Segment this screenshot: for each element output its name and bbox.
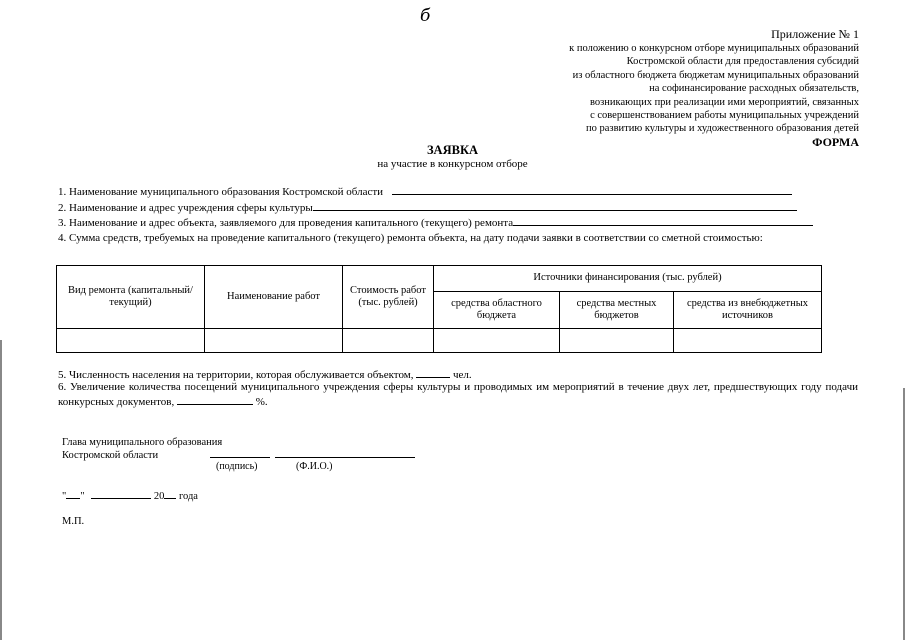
- cell-work-name[interactable]: [205, 329, 343, 353]
- header-line: на софинансирование расходных обязательств,: [649, 83, 859, 95]
- visits-percent-field[interactable]: [177, 394, 253, 405]
- col-regional-budget: средства областного бюджета: [434, 292, 560, 329]
- item-institution: 2. Наименование и адрес учреждения сферы культуры: [58, 200, 813, 216]
- cell-local-budget[interactable]: [560, 329, 674, 353]
- header-line: возникающих при реализации ими мероприятий, связанных: [590, 96, 859, 108]
- item-visits-increase: 6. Увеличение количества посещений муниципального учреждения сферы культуры и проводимых им мероприятий в течение двух лет, предшествующих году подачи конкурсных документов, %.: [58, 381, 858, 408]
- item-population: 5. Численность населения на территории, которая обслуживается объектом, чел.: [58, 369, 472, 381]
- population-field[interactable]: [416, 367, 450, 378]
- col-local-budget: средства местных бюджетов: [560, 292, 674, 329]
- handwritten-page-mark: б: [420, 6, 431, 26]
- cell-extrabudgetary[interactable]: [674, 329, 822, 353]
- col-cost: Стоимость работ (тыс. рублей): [343, 266, 434, 329]
- day-field[interactable]: [66, 488, 80, 499]
- header-line: к положению о конкурсном отборе муниципальных образований: [569, 43, 859, 54]
- appendix-header: [439, 27, 859, 149]
- cell-regional-budget[interactable]: [434, 329, 560, 353]
- municipality-field[interactable]: [392, 184, 792, 195]
- form-label: ФОРМА: [812, 134, 859, 149]
- scan-edge-left: [0, 340, 2, 640]
- month-field[interactable]: [91, 488, 151, 499]
- cell-repair-type[interactable]: [57, 329, 205, 353]
- item-sum: 4. Сумма средств, требуемых на проведение капитального (текущего) ремонта объекта, на дату подачи заявки в соответствии со сметной стоимостью:: [58, 231, 763, 244]
- signatory-title: Глава муниципального образования Костромской области: [62, 437, 223, 461]
- document-title: ЗАЯВКА: [426, 143, 479, 157]
- object-field[interactable]: [513, 215, 813, 226]
- item-object: 3. Наименование и адрес объекта, заявляемого для проведения капитального (текущего) ремонта: [58, 215, 813, 231]
- signature-line[interactable]: [210, 457, 270, 458]
- col-repair-type: Вид ремонта (капитальный/текущий): [57, 266, 205, 329]
- institution-field[interactable]: [313, 200, 797, 211]
- cell-cost[interactable]: [343, 329, 434, 353]
- full-name-caption: (Ф.И.О.): [296, 461, 333, 472]
- header-line: из областного бюджета бюджетам муниципальных образований: [572, 69, 859, 81]
- full-name-line[interactable]: [275, 457, 415, 458]
- date-line: " " 20 года: [62, 488, 198, 502]
- col-funding-sources: Источники финансирования (тыс. рублей): [434, 266, 822, 292]
- col-extrabudgetary: средства из внебюджетных источников: [674, 292, 822, 329]
- document-subtitle: на участие в конкурсном отборе: [377, 158, 528, 170]
- seal-place: М.П.: [62, 516, 85, 527]
- appendix-number: Приложение № 1: [771, 27, 859, 41]
- year-field[interactable]: [164, 488, 176, 499]
- repair-funding-table: [56, 265, 822, 353]
- form-items: [58, 184, 813, 245]
- signature-caption: (подпись): [216, 461, 258, 472]
- item-municipality: 1. Наименование муниципального образования Костромской области: [58, 184, 813, 200]
- header-line: по развитию культуры и художественного образования детей: [586, 123, 859, 135]
- header-line: с совершенствованием работы муниципальных учреждений: [590, 110, 859, 122]
- col-work-name: Наименование работ: [205, 266, 343, 329]
- header-line: Костромской области для предоставления субсидий: [626, 56, 859, 68]
